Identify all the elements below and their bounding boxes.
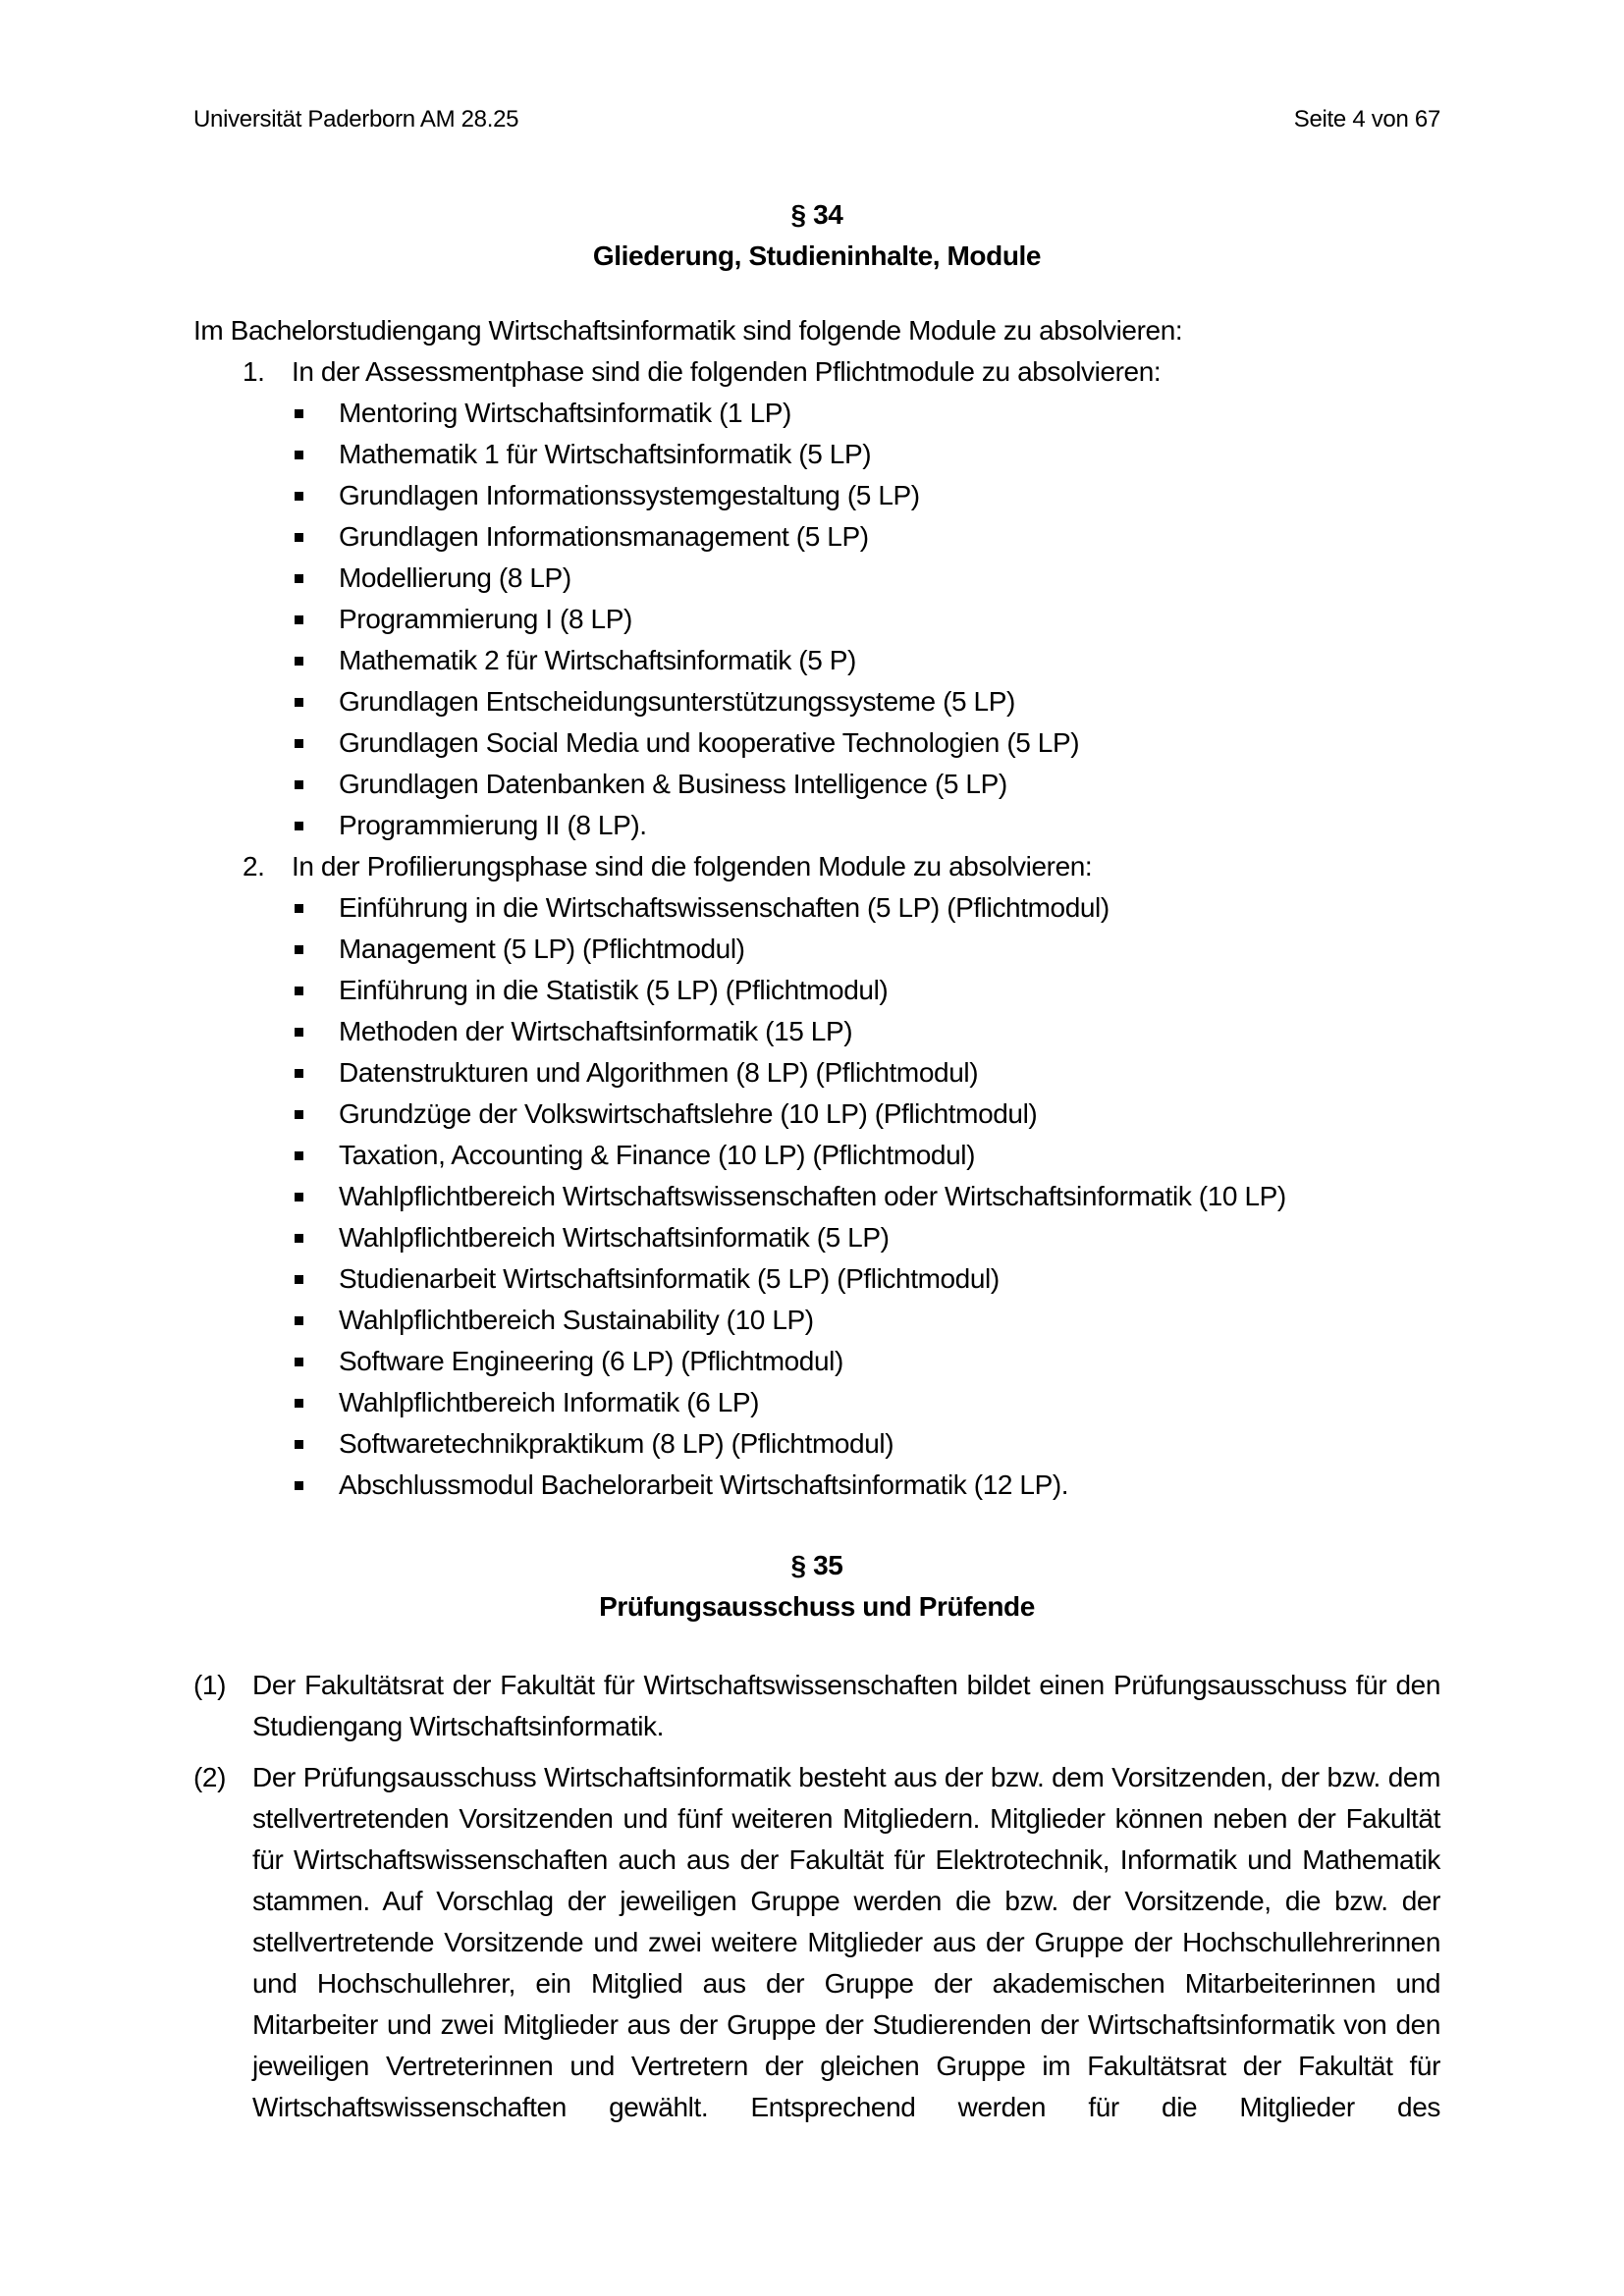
phase-2-heading xyxy=(243,846,1092,887)
list-item: Wahlpflichtbereich Wirtschaftswissenschaften oder Wirtschaftsinformatik (10 LP) xyxy=(292,1176,1286,1217)
bullet-square-icon xyxy=(295,1110,303,1119)
bullet-square-icon xyxy=(295,1028,303,1037)
section-34-intro: Im Bachelorstudiengang Wirtschaftsinformatik sind folgende Module zu absolvieren: xyxy=(193,315,1183,346)
list-item: Mathematik 2 für Wirtschaftsinformatik (5 P) xyxy=(292,640,1079,681)
phase-2-number: 2. xyxy=(243,851,265,881)
bullet-square-icon xyxy=(295,1275,303,1284)
header-institution: Universität Paderborn AM 28.25 xyxy=(193,106,519,133)
bullet-square-icon xyxy=(295,739,303,748)
paragraph-1-number: (1) xyxy=(193,1670,227,1700)
bullet-square-icon xyxy=(295,1399,303,1408)
bullet-square-icon xyxy=(295,1316,303,1325)
list-item: Einführung in die Wirtschaftswissenschaften (5 LP) (Pflichtmodul) xyxy=(292,887,1286,929)
list-item: Softwaretechnikpraktikum (8 LP) (Pflichtmodul) xyxy=(292,1423,1286,1465)
bullet-square-icon xyxy=(295,987,303,995)
bullet-square-icon xyxy=(295,1234,303,1243)
phase-1-module-list xyxy=(292,393,1079,846)
phase-1-heading xyxy=(243,351,1161,393)
bullet-square-icon xyxy=(295,657,303,666)
list-item: Wahlpflichtbereich Wirtschaftsinformatik (5 LP) xyxy=(292,1217,1286,1258)
list-item: Management (5 LP) (Pflichtmodul) xyxy=(292,929,1286,970)
bullet-square-icon xyxy=(295,1481,303,1490)
phase-1-text: In der Assessmentphase sind die folgenden Pflichtmodule zu absolvieren: xyxy=(292,356,1162,387)
phase-1-number: 1. xyxy=(243,356,265,387)
phase-2-module-list xyxy=(292,887,1286,1506)
section-34-number: § 34 xyxy=(790,199,843,230)
list-item: Programmierung I (8 LP) xyxy=(292,599,1079,640)
bullet-square-icon xyxy=(295,822,303,830)
list-item: Wahlpflichtbereich Informatik (6 LP) xyxy=(292,1382,1286,1423)
paragraph-1 xyxy=(193,1665,1440,1747)
list-item: Taxation, Accounting & Finance (10 LP) (Pflichtmodul) xyxy=(292,1135,1286,1176)
list-item: Methoden der Wirtschaftsinformatik (15 LP) xyxy=(292,1011,1286,1052)
list-item: Mentoring Wirtschaftsinformatik (1 LP) xyxy=(292,393,1079,434)
bullet-square-icon xyxy=(295,492,303,501)
bullet-square-icon xyxy=(295,533,303,542)
header-page-number: Seite 4 von 67 xyxy=(1293,106,1440,133)
bullet-square-icon xyxy=(295,945,303,954)
bullet-square-icon xyxy=(295,1358,303,1366)
bullet-square-icon xyxy=(295,1440,303,1449)
paragraph-2-text: Der Prüfungsausschuss Wirtschaftsinformatik besteht aus der bzw. dem Vorsitzenden, der bzw. dem stellvertretenden Vorsitzenden und fünf weiteren Mitgliedern. Mitglieder können neben der Fakultät für Wirtschaftswissenschaften auch aus der Fakultät für Elektrotechnik, Informatik und Mathematik stammen. Auf Vorschlag der jeweiligen Gruppe werden die bzw. der Vorsitzende, die bzw. der stellvertretende Vorsitzende und zwei weitere Mitglieder aus der Gruppe der Hochschullehrerinnen und Hochschullehrer, ein Mitglied aus der Gruppe der akademischen Mitarbeiterinnen und Mitarbeiter und zwei Mitglieder aus der Gruppe der Studierenden der Wirtschaftsinformatik von den jeweiligen Vertreterinnen und Vertretern der gleichen Gruppe im Fakultätsrat der Fakultät für Wirtschaftswissenschaften gewählt. Entsprechend werden für die Mitglieder des xyxy=(252,1762,1440,2122)
bullet-square-icon xyxy=(295,1151,303,1160)
list-item: Modellierung (8 LP) xyxy=(292,558,1079,599)
list-item: Grundlagen Informationsmanagement (5 LP) xyxy=(292,516,1079,558)
list-item: Datenstrukturen und Algorithmen (8 LP) (Pflichtmodul) xyxy=(292,1052,1286,1094)
paragraph-1-text: Der Fakultätsrat der Fakultät für Wirtschaftswissenschaften bildet einen Prüfungsausschuss für den Studiengang Wirtschaftsinformatik. xyxy=(252,1670,1440,1741)
bullet-square-icon xyxy=(295,780,303,789)
paragraph-2-number: (2) xyxy=(193,1762,227,1792)
bullet-square-icon xyxy=(295,904,303,913)
bullet-square-icon xyxy=(295,1193,303,1201)
section-35-title: Prüfungsausschuss und Prüfende xyxy=(599,1591,1035,1622)
list-item: Studienarbeit Wirtschaftsinformatik (5 LP) (Pflichtmodul) xyxy=(292,1258,1286,1300)
section-35-number: § 35 xyxy=(790,1550,843,1580)
page-header xyxy=(193,104,1440,135)
list-item: Grundlagen Entscheidungsunterstützungssysteme (5 LP) xyxy=(292,681,1079,722)
bullet-square-icon xyxy=(295,451,303,459)
list-item: Grundlagen Datenbanken & Business Intelligence (5 LP) xyxy=(292,764,1079,805)
list-item: Software Engineering (6 LP) (Pflichtmodul) xyxy=(292,1341,1286,1382)
phase-2-text: In der Profilierungsphase sind die folgenden Module zu absolvieren: xyxy=(292,851,1093,881)
list-item: Grundzüge der Volkswirtschaftslehre (10 LP) (Pflichtmodul) xyxy=(292,1094,1286,1135)
list-item: Grundlagen Informationssystemgestaltung (5 LP) xyxy=(292,475,1079,516)
bullet-square-icon xyxy=(295,615,303,624)
list-item: Wahlpflichtbereich Sustainability (10 LP) xyxy=(292,1300,1286,1341)
paragraph-2 xyxy=(193,1757,1440,2128)
document-page xyxy=(193,0,1440,2296)
list-item: Mathematik 1 für Wirtschaftsinformatik (5 LP) xyxy=(292,434,1079,475)
bullet-square-icon xyxy=(295,698,303,707)
list-item: Grundlagen Social Media und kooperative Technologien (5 LP) xyxy=(292,722,1079,764)
bullet-square-icon xyxy=(295,574,303,583)
list-item: Programmierung II (8 LP). xyxy=(292,805,1079,846)
list-item: Einführung in die Statistik (5 LP) (Pflichtmodul) xyxy=(292,970,1286,1011)
list-item: Abschlussmodul Bachelorarbeit Wirtschaftsinformatik (12 LP). xyxy=(292,1465,1286,1506)
bullet-square-icon xyxy=(295,409,303,418)
section-34-title: Gliederung, Studieninhalte, Module xyxy=(592,240,1042,271)
bullet-square-icon xyxy=(295,1069,303,1078)
